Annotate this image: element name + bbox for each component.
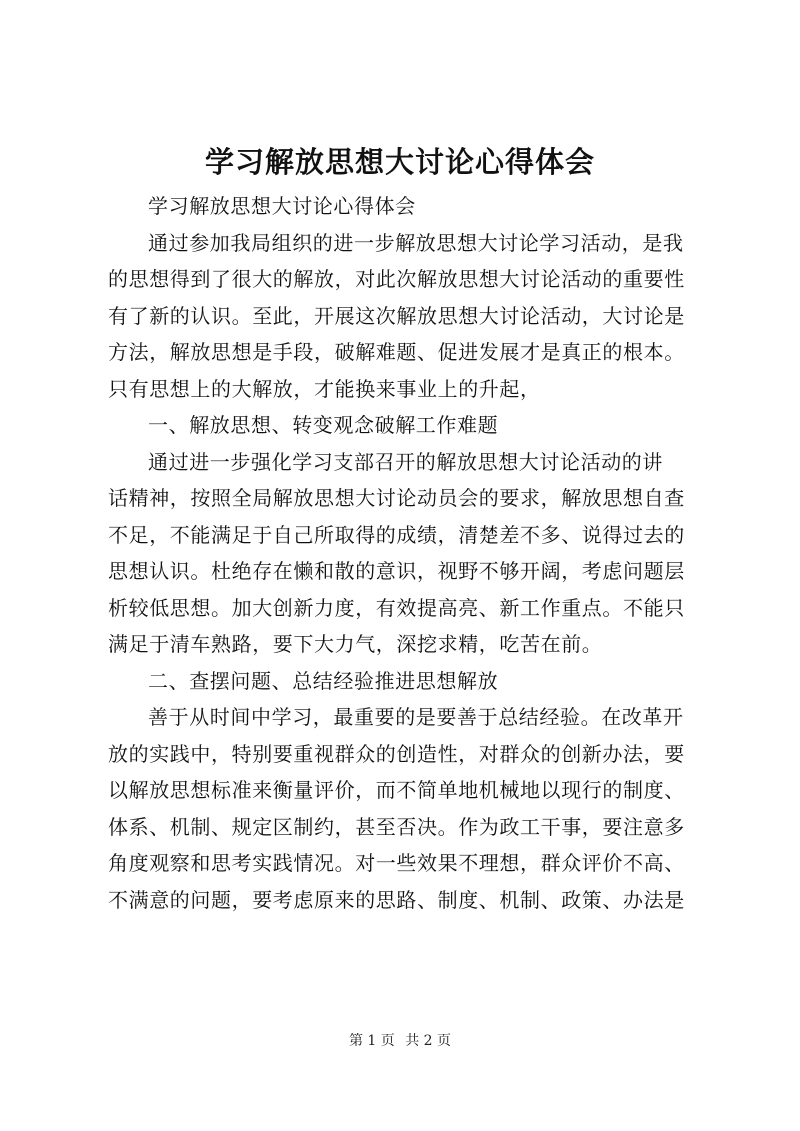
text-line: 体系、机制、规定区制约，甚至否决。作为政工干事，要注意多	[108, 814, 685, 839]
page-title: 学习解放思想大讨论心得体会	[204, 145, 595, 179]
page-number: 第 1 页	[348, 1033, 395, 1049]
text-line: 角度观察和思考实践情况。对一些效果不理想，群众评价不高、	[108, 851, 685, 875]
text-line: 不足，不能满足于自己所取得的成绩，清楚差不多、说得过去的	[108, 522, 685, 547]
text-line: 思想认识。杜绝存在懒和散的意识，视野不够开阔，考虑问题层	[108, 559, 685, 583]
text-line: 有了新的认识。至此，开展这次解放思想大讨论活动，大讨论是	[108, 303, 685, 328]
text-line: 以解放思想标准来衡量评价，而不简单地机械地以现行的制度、	[108, 778, 685, 802]
text-line: 析较低思想。加大创新力度，有效提高亮、新工作重点。不能只	[108, 595, 685, 620]
text-line: 话精神，按照全局解放思想大讨论动员会的要求，解放思想自查	[108, 486, 685, 510]
text-line: 一、解放思想、转变观念破解工作难题	[148, 413, 499, 437]
text-line: 善于从时间中学习，最重要的是要善于总结经验。在改革开	[148, 705, 684, 729]
text-line: 二、查摆问题、总结经验推进思想解放	[148, 668, 499, 693]
text-line: 通过进一步强化学习支部召开的解放思想大讨论活动的讲	[148, 449, 663, 474]
text-line: 放的实践中，特别要重视群众的创造性，对群众的创新办法，要	[108, 741, 685, 766]
text-line: 方法，解放思想是手段，破解难题、促进发展才是真正的根本。	[108, 340, 685, 364]
document-body	[108, 188, 708, 918]
page-footer	[0, 1031, 800, 1051]
page-total: 共 2 页	[405, 1033, 452, 1049]
text-line: 不满意的问题，要考虑原来的思路、制度、机制、政策、办法是	[108, 887, 685, 912]
text-line: 只有思想上的大解放，才能换来事业上的升起，	[108, 376, 541, 401]
text-line: 满足于清车熟路，要下大力气，深挖求精，吃苦在前。	[108, 632, 603, 656]
text-line: 学习解放思想大讨论心得体会	[148, 194, 416, 218]
text-line: 通过参加我局组织的进一步解放思想大讨论学习活动，是我	[148, 230, 684, 255]
text-line: 的思想得到了很大的解放，对此次解放思想大讨论活动的重要性	[108, 267, 685, 291]
